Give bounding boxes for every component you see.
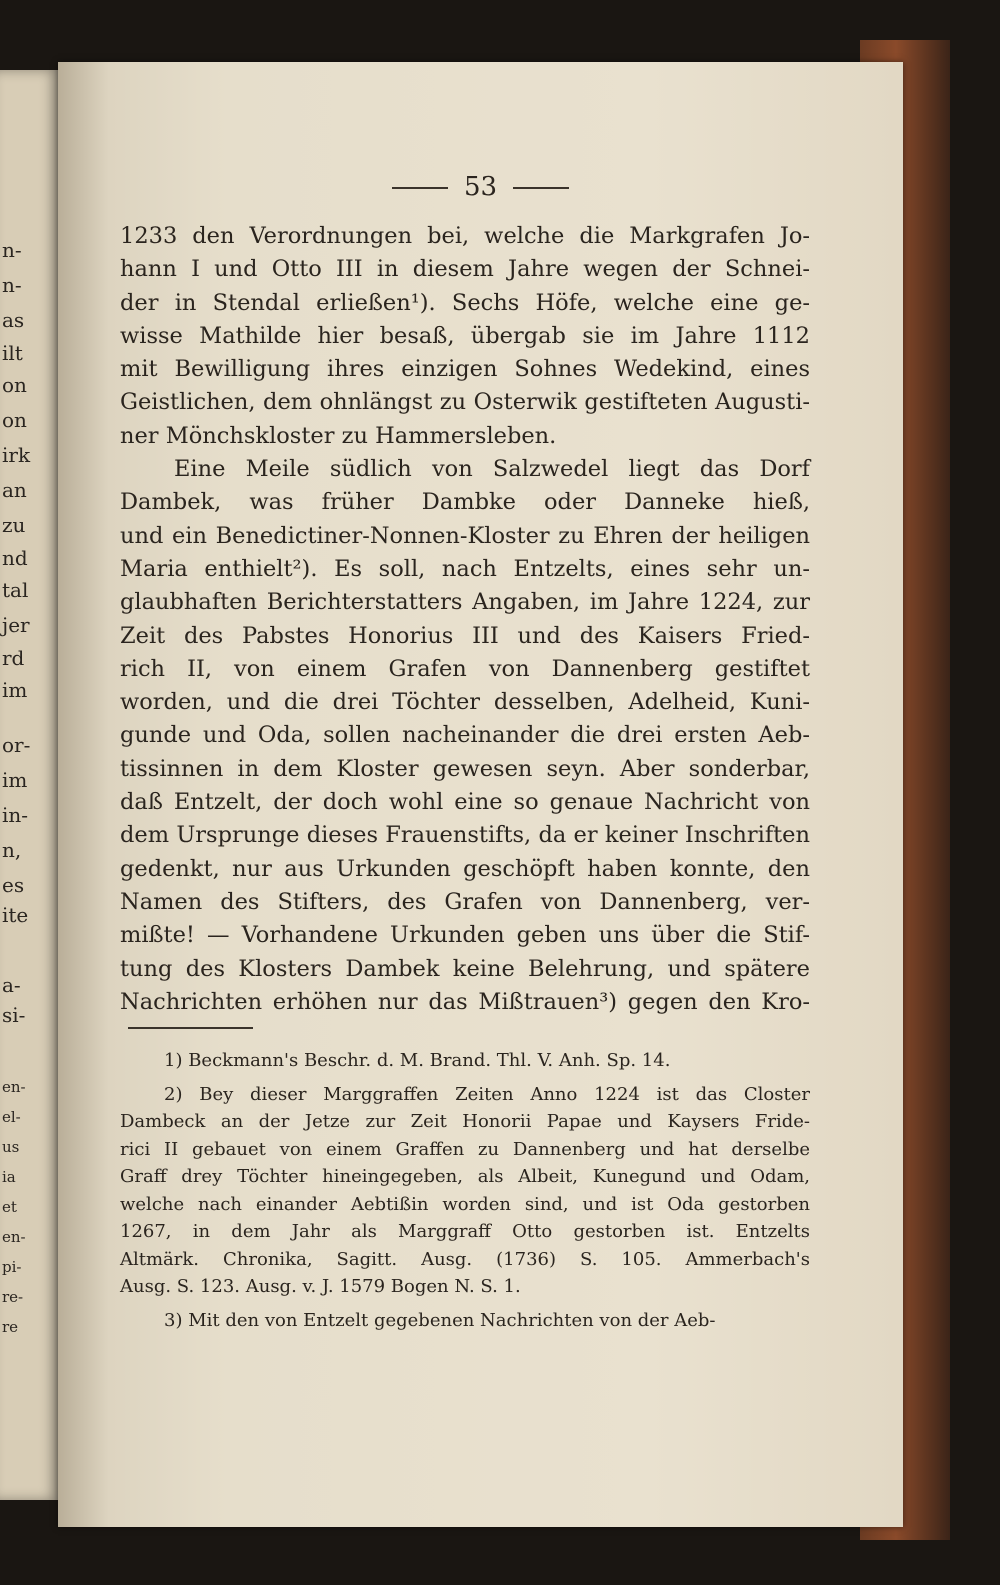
- facing-page-fragment: ia: [2, 1168, 16, 1186]
- facing-page-fragment: n,: [2, 838, 22, 862]
- text-line: rich II, von einem Grafen von Dannenberg gestiftet: [120, 655, 810, 682]
- text-line: Maria enthielt²). Es soll, nach Entzelts, eines sehr un-: [120, 555, 810, 582]
- facing-page-fragment: el-: [2, 1108, 21, 1126]
- footnote-line: 2) Bey dieser Marggraffen Zeiten Anno 1224 ist das Closter: [164, 1083, 810, 1105]
- facing-page-fragment: zu: [2, 513, 26, 537]
- facing-page-fragment: or-: [2, 733, 31, 757]
- footnote-line: rici II gebauet von einem Graffen zu Dannenberg und hat derselbe: [120, 1138, 810, 1160]
- facing-page-fragment: nd: [2, 546, 28, 570]
- header-rule-left: [392, 187, 448, 189]
- facing-page-fragment: ite: [2, 903, 29, 927]
- text-line: dem Ursprunge dieses Frauenstifts, da er keiner Inschriften: [120, 822, 810, 849]
- footnote-line: Ausg. S. 123. Ausg. v. J. 1579 Bogen N. S. 1.: [120, 1276, 521, 1297]
- page-number: 53: [463, 172, 498, 202]
- facing-page-fragment: a-: [2, 973, 21, 997]
- facing-page-fragment: rd: [2, 646, 25, 670]
- text-line: Zeit des Pabstes Honorius III und des Kaisers Fried-: [120, 622, 810, 649]
- paragraph-2: [120, 453, 810, 1019]
- footnote-line: Dambeck an der Jetze zur Zeit Honorii Papae und Kaysers Fride-: [120, 1111, 810, 1132]
- text-line: Nachrichten erhöhen nur das Mißtrauen³) gegen den Kro-: [120, 988, 810, 1015]
- facing-page-fragment: im: [2, 768, 28, 792]
- text-line: tissinnen in dem Kloster gewesen seyn. Aber sonderbar,: [120, 755, 810, 782]
- facing-page-fragment: n-: [2, 273, 22, 297]
- text-line: und ein Benedictiner-Nonnen-Kloster zu Ehren der heiligen: [120, 522, 810, 549]
- facing-page-fragment: jer: [2, 613, 30, 637]
- facing-page-fragment: us: [2, 1138, 20, 1156]
- text-line: 1233 den Verordnungen bei, welche die Markgrafen Jo-: [120, 223, 810, 249]
- header-rule-right: [513, 187, 569, 189]
- facing-page-fragment: an: [2, 478, 27, 502]
- footnote-line: 3) Mit den von Entzelt gegebenen Nachrichten von der Aeb-: [164, 1309, 716, 1331]
- footnote-line: 1) Beckmann's Beschr. d. M. Brand. Thl. V. Anh. Sp. 14.: [164, 1050, 671, 1071]
- facing-page-fragment: ilt: [2, 341, 23, 365]
- text-line: ner Mönchskloster zu Hammersleben.: [120, 422, 557, 449]
- footnote-line: welche nach einander Aebtißin worden sind, und ist Oda gestorben: [120, 1193, 810, 1215]
- book-page: [58, 62, 903, 1527]
- text-line: hann I und Otto III in diesem Jahre wegen der Schnei-: [120, 256, 810, 283]
- text-line: wisse Mathilde hier besaß, übergab sie im Jahre 1112: [120, 322, 810, 349]
- page-header: [58, 172, 903, 202]
- facing-page-edge: [0, 70, 60, 1500]
- footnote-line: 1267, in dem Jahr als Marggraff Otto gestorben ist. Entzelts: [120, 1221, 810, 1242]
- text-line: Eine Meile südlich von Salzwedel liegt das Dorf: [174, 456, 810, 483]
- text-line: gunde und Oda, sollen nacheinander die drei ersten Aeb-: [120, 722, 810, 749]
- text-line: Dambek, was früher Dambke oder Danneke hieß,: [120, 489, 810, 516]
- facing-page-fragment: re-: [2, 1288, 24, 1306]
- facing-page-fragment: es: [2, 873, 25, 897]
- facing-page-fragment: re: [2, 1318, 19, 1336]
- text-line: Namen des Stifters, des Grafen von Dannenberg, ver-: [120, 888, 810, 915]
- footnote-line: Altmärk. Chronika, Sagitt. Ausg. (1736) S. 105. Ammerbach's: [120, 1248, 810, 1270]
- footnotes: [120, 1047, 810, 1340]
- facing-page-fragment: on: [2, 408, 27, 432]
- facing-page-fragment: im: [2, 678, 28, 702]
- text-line: glaubhaften Berichterstatters Angaben, im Jahre 1224, zur: [120, 589, 810, 616]
- facing-page-fragment: in-: [2, 803, 29, 827]
- facing-page-fragment: on: [2, 373, 27, 397]
- text-line: tung des Klosters Dambek keine Belehrung, und spätere: [120, 955, 810, 982]
- facing-page-fragment: n-: [2, 238, 22, 262]
- footnote-3: [120, 1307, 810, 1335]
- paragraph-1: [120, 220, 810, 453]
- body-text: [120, 220, 810, 1019]
- text-line: Geistlichen, dem ohnlängst zu Osterwik gestifteten Augusti-: [120, 389, 810, 416]
- footnote-separator: [128, 1027, 253, 1029]
- footnote-1: [120, 1047, 810, 1075]
- text-line: der in Stendal erließen¹). Sechs Höfe, welche eine ge-: [120, 289, 810, 316]
- text-line: mit Bewilligung ihres einzigen Sohnes Wedekind, eines: [120, 356, 810, 383]
- text-line: gedenkt, nur aus Urkunden geschöpft haben konnte, den: [120, 855, 810, 882]
- facing-page-fragment: en-: [2, 1078, 26, 1096]
- facing-page-fragment: as: [2, 308, 25, 332]
- text-line: daß Entzelt, der doch wohl eine so genaue Nachricht von: [120, 789, 810, 816]
- facing-page-fragment: et: [2, 1198, 17, 1216]
- text-line: worden, und die drei Töchter desselben, Adelheid, Kuni-: [120, 689, 810, 716]
- facing-page-fragment: pi-: [2, 1258, 22, 1276]
- facing-page-fragment: en-: [2, 1228, 26, 1246]
- facing-page-fragment: tal: [2, 578, 29, 602]
- facing-page-fragment: irk: [2, 443, 31, 467]
- footnote-line: Graff drey Töchter hineingegeben, als Albeit, Kunegund und Odam,: [120, 1166, 810, 1187]
- text-line: mißte! — Vorhandene Urkunden geben uns über die Stif-: [120, 922, 810, 949]
- facing-page-fragment: si-: [2, 1003, 26, 1027]
- footnote-2: [120, 1081, 810, 1301]
